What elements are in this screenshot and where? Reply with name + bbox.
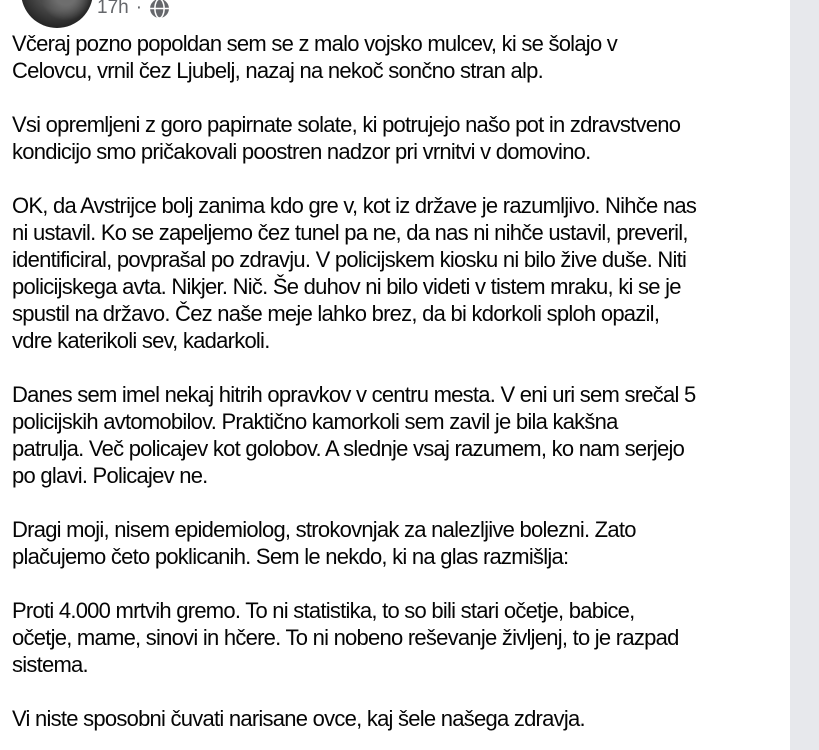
meta-separator: · [135, 0, 143, 18]
post-line: Vsi opremljeni z goro papirnate solate, ki potrujejo našo pot in zdravstveno [12, 112, 681, 137]
post-paragraph [12, 705, 787, 732]
post-line: po glavi. Policajev ne. [12, 463, 208, 488]
post-line: ni ustavil. Ko se zapeljemo čez tunel pa ne, da nas ni nihče ustavil, preveril, [12, 220, 688, 245]
post-line: kondicijo smo pričakovali poostren nadzor pri vrnitvi v domovino. [12, 139, 591, 164]
post-line: vdre katerikoli sev, kadarkoli. [12, 328, 270, 353]
post-line: policijskih avtomobilov. Praktično kamorkoli sem zavil je bila kakšna [12, 409, 618, 434]
post-paragraph [12, 597, 787, 678]
post-line: Dragi moji, nisem epidemiolog, strokovnjak za nalezljive bolezni. Zato [12, 517, 636, 542]
post-line: patrulja. Več policajev kot golobov. A slednje vsaj razumem, ko nam serjejo [12, 436, 685, 461]
post-timestamp[interactable]: 17h [97, 0, 129, 18]
post-paragraph [12, 381, 787, 489]
scrollbar-track[interactable] [790, 0, 819, 750]
post-line: identificiral, povprašal po zdravju. V policijskem kiosku ni bilo žive duše. Niti [12, 247, 687, 272]
post-line: Proti 4.000 mrtvih gremo. To ni statistika, to so bili stari očetje, babice, [12, 598, 635, 623]
post-line: plačujemo četo poklicanih. Sem le nekdo, ki na glas razmišlja: [12, 544, 569, 569]
post-paragraph [12, 516, 787, 570]
post-line: Celovcu, vrnil čez Ljubelj, nazaj na nekoč sončno stran alp. [12, 58, 543, 83]
post-paragraph [12, 111, 787, 165]
post-line: Vi niste sposobni čuvati narisane ovce, kaj šele našega zdravja. [12, 706, 585, 731]
post-paragraph [12, 192, 787, 354]
post-line: očetje, mame, sinovi in hčere. To ni nobeno reševanje življenj, to je razpad [12, 625, 679, 650]
post-line: policijskega avta. Nikjer. Nič. Še duhov ni bilo videti v tistem mraku, ki se je [12, 274, 681, 299]
post-line: Danes sem imel nekaj hitrih opravkov v centru mesta. V eni uri sem srečal 5 [12, 382, 696, 407]
post-meta [97, 0, 170, 20]
post-line: spustil na državo. Čez naše meje lahko brez, da bi kdorkoli sploh opazil, [12, 301, 660, 326]
post-line: Včeraj pozno popoldan sem se z malo vojsko mulcev, ki se šolajo v [12, 31, 618, 56]
public-globe-icon [149, 0, 170, 19]
avatar[interactable] [21, 0, 93, 28]
post-line: sistema. [12, 652, 88, 677]
post-line: OK, da Avstrijce bolj zanima kdo gre v, kot iz države je razumljivo. Nihče nas [12, 193, 697, 218]
post-paragraph [12, 30, 787, 84]
post-header [0, 0, 790, 30]
post-body [12, 30, 787, 732]
